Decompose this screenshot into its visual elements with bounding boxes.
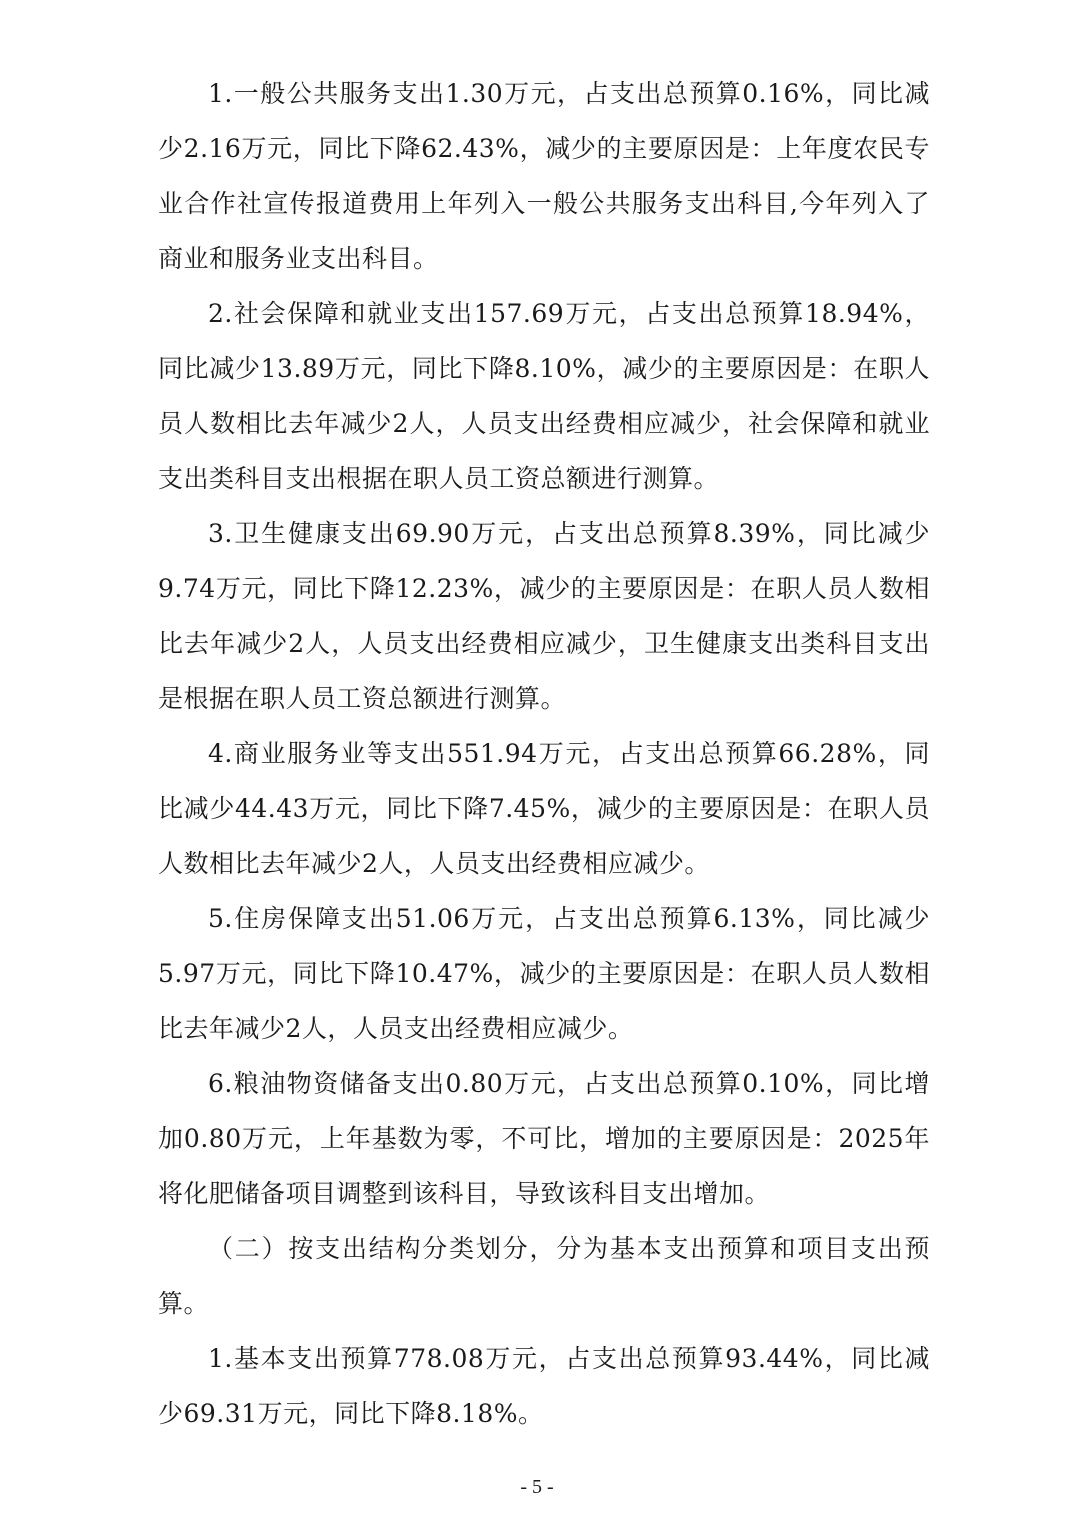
paragraph-general-public-services: 1.一般公共服务支出1.30万元，占支出总预算0.16%，同比减少2.16万元，同比下降62.43%，减少的主要原因是：上年度农民专业合作社宣传报道费用上年列入一般公共服务支出科目,今年列入了商业和服务业支出科目。 (158, 79, 930, 273)
paragraph-basic-expenditure: 1.基本支出预算778.08万元，占支出总预算93.44%，同比减少69.31万元，同比下降8.18%。 (158, 1344, 930, 1428)
document-body (158, 66, 930, 1441)
paragraph-health: 3.卫生健康支出69.90万元，占支出总预算8.39%，同比减少9.74万元，同比下降12.23%，减少的主要原因是：在职人员人数相比去年减少2人，人员支出经费相应减少，卫生健康支出类科目支出是根据在职人员工资总额进行测算。 (158, 519, 930, 713)
paragraph-grain-oil-reserve: 6.粮油物资储备支出0.80万元，占支出总预算0.10%，同比增加0.80万元，上年基数为零，不可比，增加的主要原因是：2025年将化肥储备项目调整到该科目，导致该科目支出增加。 (158, 1069, 930, 1208)
page-number: - 5 - (520, 1476, 554, 1498)
paragraph-housing: 5.住房保障支出51.06万元，占支出总预算6.13%，同比减少5.97万元，同比下降10.47%，减少的主要原因是：在职人员人数相比去年减少2人，人员支出经费相应减少。 (158, 904, 930, 1043)
paragraph-social-security: 2.社会保障和就业支出157.69万元，占支出总预算18.94%，同比减少13.89万元，同比下降8.10%，减少的主要原因是：在职人员人数相比去年减少2人，人员支出经费相应减少，社会保障和就业支出类科目支出根据在职人员工资总额进行测算。 (158, 299, 930, 493)
paragraph-section-expenditure-structure: （二）按支出结构分类划分，分为基本支出预算和项目支出预算。 (158, 1234, 930, 1318)
paragraph-commerce-services: 4.商业服务业等支出551.94万元，占支出总预算66.28%，同比减少44.43万元，同比下降7.45%，减少的主要原因是：在职人员人数相比去年减少2人，人员支出经费相应减少。 (158, 739, 930, 878)
